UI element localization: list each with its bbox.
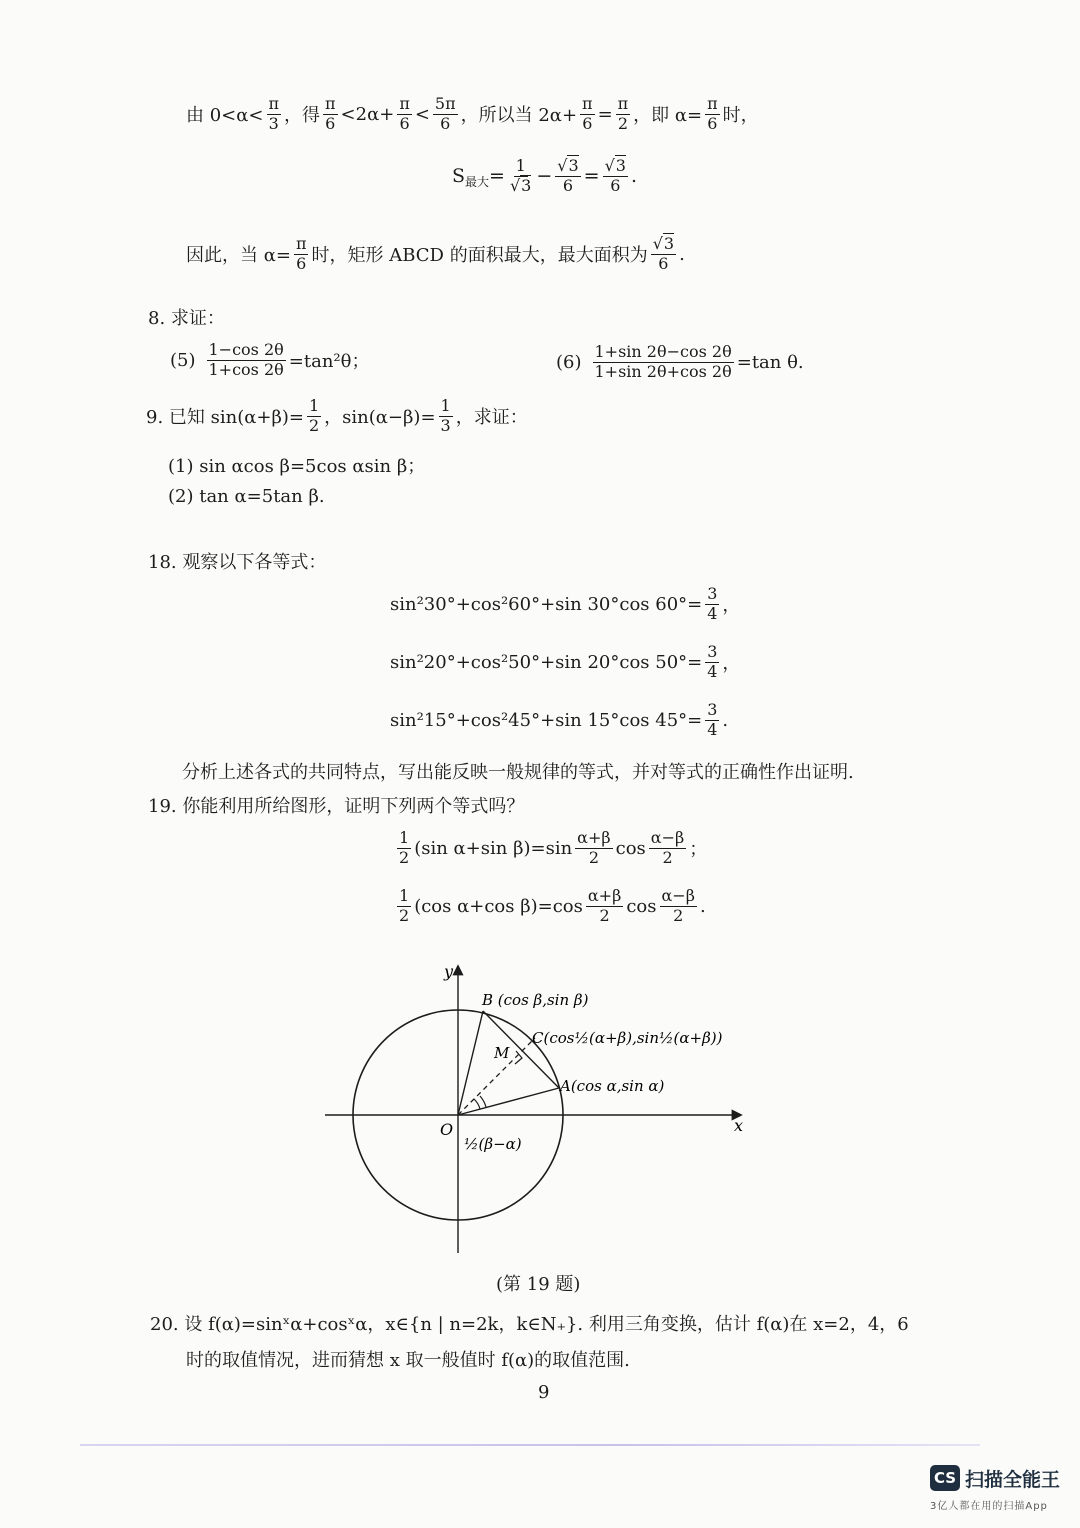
- fraction: $\frac{\alpha+\beta}{2}$: [577, 828, 611, 867]
- segment-ob: [458, 1011, 483, 1115]
- fraction: $\frac{1}{2}$: [308, 396, 320, 435]
- fraction: $\frac{\pi}{6}$: [295, 234, 307, 273]
- question-9-title: 9. 已知 sin(α+β)= $\frac{1}{2}$ ，sin(α−β)= $\frac{1}{3}$ ，求证：: [146, 396, 528, 435]
- fraction: $\frac{√3}{6}$: [557, 156, 579, 195]
- text: =: [597, 103, 613, 125]
- question-20-line-1: 20. 设 f(α)=sinˣα+cosˣα，x∈{n | n=2k，k∈N₊}. 利用三角变换，估计 f(α)在 x=2，4，6: [150, 1314, 909, 1335]
- label-point-m: M: [494, 1044, 510, 1062]
- unit-circle-figure: [310, 955, 760, 1255]
- fraction: $\frac{\alpha+\beta}{2}$: [587, 886, 622, 925]
- fraction: $\frac{\pi}{6}$: [707, 94, 718, 133]
- text: <: [414, 103, 430, 125]
- question-18-equation-1: sin²30°+cos²60°+sin 30°cos 60°= $\frac{3}{4}$ ，: [390, 584, 741, 623]
- fraction: $\frac{\pi}{6}$: [582, 94, 593, 133]
- fraction: $\frac{√3}{6}$: [652, 234, 675, 273]
- fraction: $\frac{1+\sin 2\theta-\cos 2\theta}{1+\sin 2\theta+\cos 2\theta}$: [594, 342, 732, 381]
- segment-oa: [458, 1088, 559, 1115]
- solution-line-1: [186, 96, 759, 133]
- fraction: $\frac{\alpha-\beta}{2}$: [650, 828, 685, 867]
- fraction: $\frac{1}{3}$: [440, 396, 451, 435]
- question-18-analysis: 分析上述各式的共同特点，写出能反映一般规律的等式，并对等式的正确性作出证明.: [182, 762, 854, 783]
- conclusion-line: 因此，当 α= $\frac{\pi}{6}$ 时，矩形 ABCD 的面积最大，最大面积为 $\frac{√3}{6}$ .: [186, 234, 685, 273]
- text: <2α+: [340, 103, 395, 125]
- scanner-logo-icon: CS: [930, 1465, 960, 1491]
- question-9-part-1: (1) sin αcos β=5cos αsin β；: [168, 456, 426, 477]
- angle-arc-2: [480, 1096, 486, 1107]
- fraction: $\frac{1}{√3}$: [509, 156, 532, 195]
- fraction: $\frac{1-\cos 2\theta}{1+\cos 2\theta}$: [208, 340, 284, 379]
- fraction: $\frac{\pi}{3}$: [268, 94, 280, 133]
- figure-caption: (第 19 题): [496, 1274, 581, 1295]
- fraction: $\frac{1}{2}$: [399, 828, 410, 867]
- label-y: y: [444, 962, 454, 981]
- text: 由 0<α<: [186, 105, 264, 127]
- fraction: $\frac{3}{4}$: [707, 584, 718, 623]
- text: 时，: [722, 105, 759, 127]
- label-o: O: [440, 1120, 454, 1139]
- fraction: $\frac{1}{2}$: [399, 886, 410, 925]
- page-number: 9: [538, 1382, 550, 1403]
- label-point-a: A(cos α,sin α): [560, 1077, 665, 1095]
- label-angle: ½(β−α): [464, 1135, 522, 1153]
- question-18-equation-3: sin²15°+cos²45°+sin 15°cos 45°= $\frac{3}{4}$ .: [390, 700, 729, 739]
- scanner-tagline: 3亿人都在用的扫描App: [930, 1501, 1048, 1512]
- question-8-part-6: (6) $\frac{1+\sin 2\theta-\cos 2\theta}{1+\sin 2\theta+\cos 2\theta}$ =tan θ.: [556, 342, 804, 381]
- text: ，即 α=: [633, 105, 703, 127]
- fraction: $\frac{3}{4}$: [707, 700, 718, 739]
- text: ，得: [284, 105, 321, 127]
- fraction: $\frac{3}{4}$: [707, 642, 718, 681]
- fraction: $\frac{\pi}{6}$: [399, 94, 410, 133]
- fraction: $\frac{\pi}{2}$: [617, 94, 629, 133]
- angle-arc-1: [474, 1099, 480, 1109]
- question-20-line-2: 时的取值情况，进而猜想 x 取一般值时 f(α)的取值范围.: [186, 1350, 630, 1371]
- question-8-title: 8. 求证：: [148, 308, 225, 329]
- question-19-equation-1: $\frac{1}{2}$ (sin α+sin β)=sin $\frac{\alpha+\beta}{2}$ cos $\frac{\alpha-\beta}{2}$ ；: [399, 828, 708, 867]
- footer-divider: [80, 1444, 980, 1446]
- s-max-equation: S 最大 = $\frac{1}{√3}$ − $\frac{√3}{6}$ = $\frac{√3}{6}$ .: [452, 156, 638, 195]
- question-8-part-5: (5) $\frac{1-\cos 2\theta}{1+\cos 2\theta}$ =tan²θ；: [170, 340, 370, 379]
- fraction: $\frac{\alpha-\beta}{2}$: [661, 886, 695, 925]
- fraction: $\frac{√3}{6}$: [604, 156, 626, 195]
- question-19-title: 19. 你能利用所给图形，证明下列两个等式吗？: [148, 796, 525, 817]
- label-point-c: C(cos½(α+β),sin½(α+β)): [532, 1029, 723, 1047]
- fraction: $\frac{5\pi}{6}$: [434, 94, 456, 133]
- scanner-brand: 扫描全能王: [965, 1469, 1061, 1491]
- question-9-part-2: (2) tan α=5tan β.: [168, 486, 325, 507]
- question-18-equation-2: sin²20°+cos²50°+sin 20°cos 50°= $\frac{3}{4}$ ，: [390, 642, 741, 681]
- question-18-title: 18. 观察以下各等式：: [148, 552, 327, 573]
- question-19-equation-2: $\frac{1}{2}$ (cos α+cos β)=cos $\frac{\alpha+\beta}{2}$ cos $\frac{\alpha-\beta}{2}$ .: [399, 886, 706, 925]
- label-x: x: [734, 1116, 744, 1135]
- label-point-b: B (cos β,sin β): [482, 991, 589, 1009]
- text: ，所以当 2α+: [460, 105, 578, 127]
- fraction: $\frac{\pi}{6}$: [325, 94, 336, 133]
